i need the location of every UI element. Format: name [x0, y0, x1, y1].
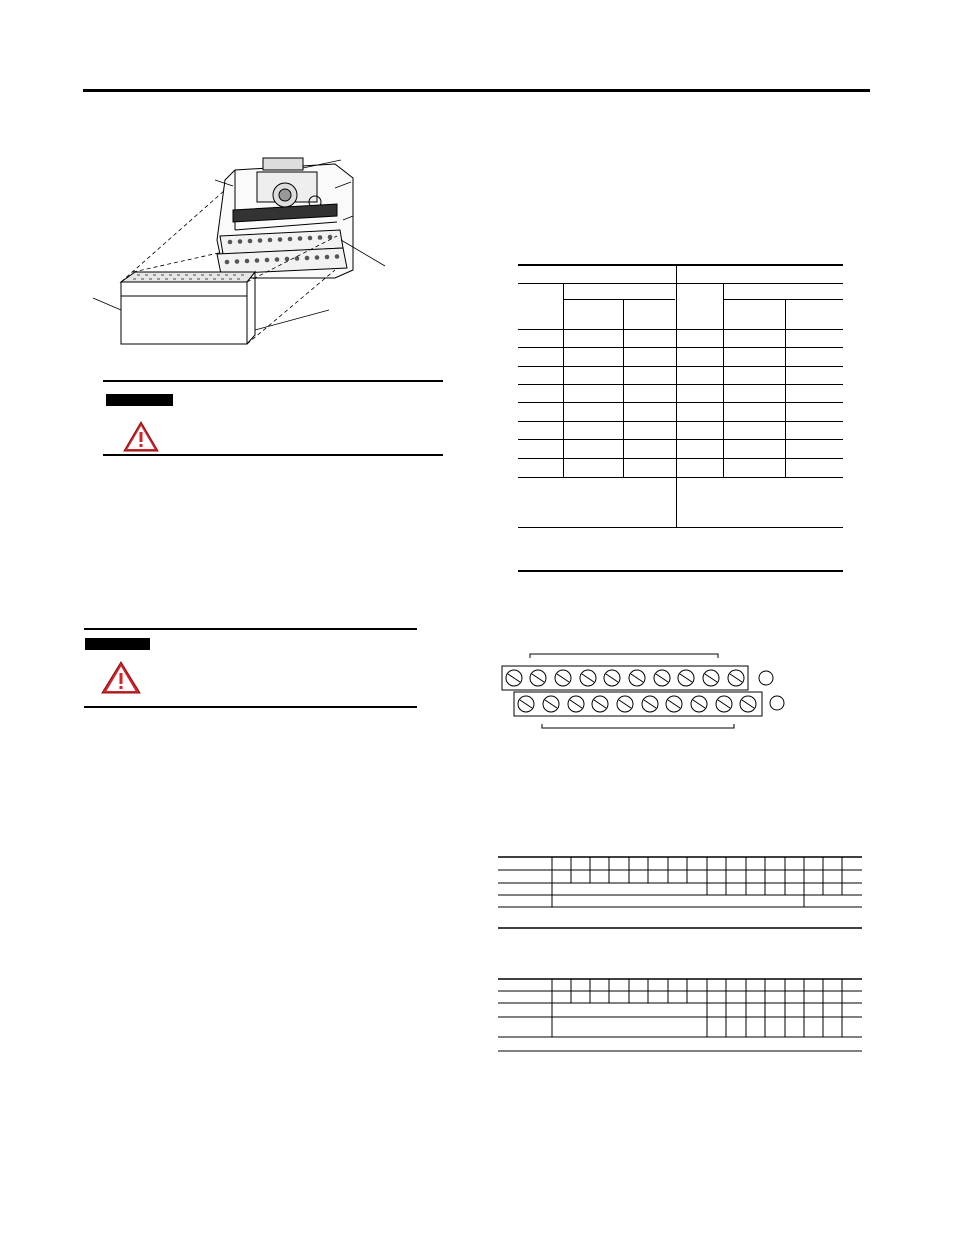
alert-1-top-rule [103, 380, 443, 382]
warning-triangle-icon [100, 660, 142, 696]
alert-2-top-rule [84, 628, 417, 630]
header-rule [83, 89, 870, 92]
alert-1-label [106, 394, 173, 406]
bit-table-1 [498, 855, 864, 930]
terminal-block-diagram [498, 640, 798, 740]
alert-2-label [85, 638, 150, 650]
alert-2-bottom-rule [84, 706, 417, 708]
warning-triangle-icon [122, 420, 160, 454]
alert-1-bottom-rule [103, 454, 443, 456]
bit-table-2 [498, 977, 864, 1055]
module-figure [85, 150, 405, 360]
